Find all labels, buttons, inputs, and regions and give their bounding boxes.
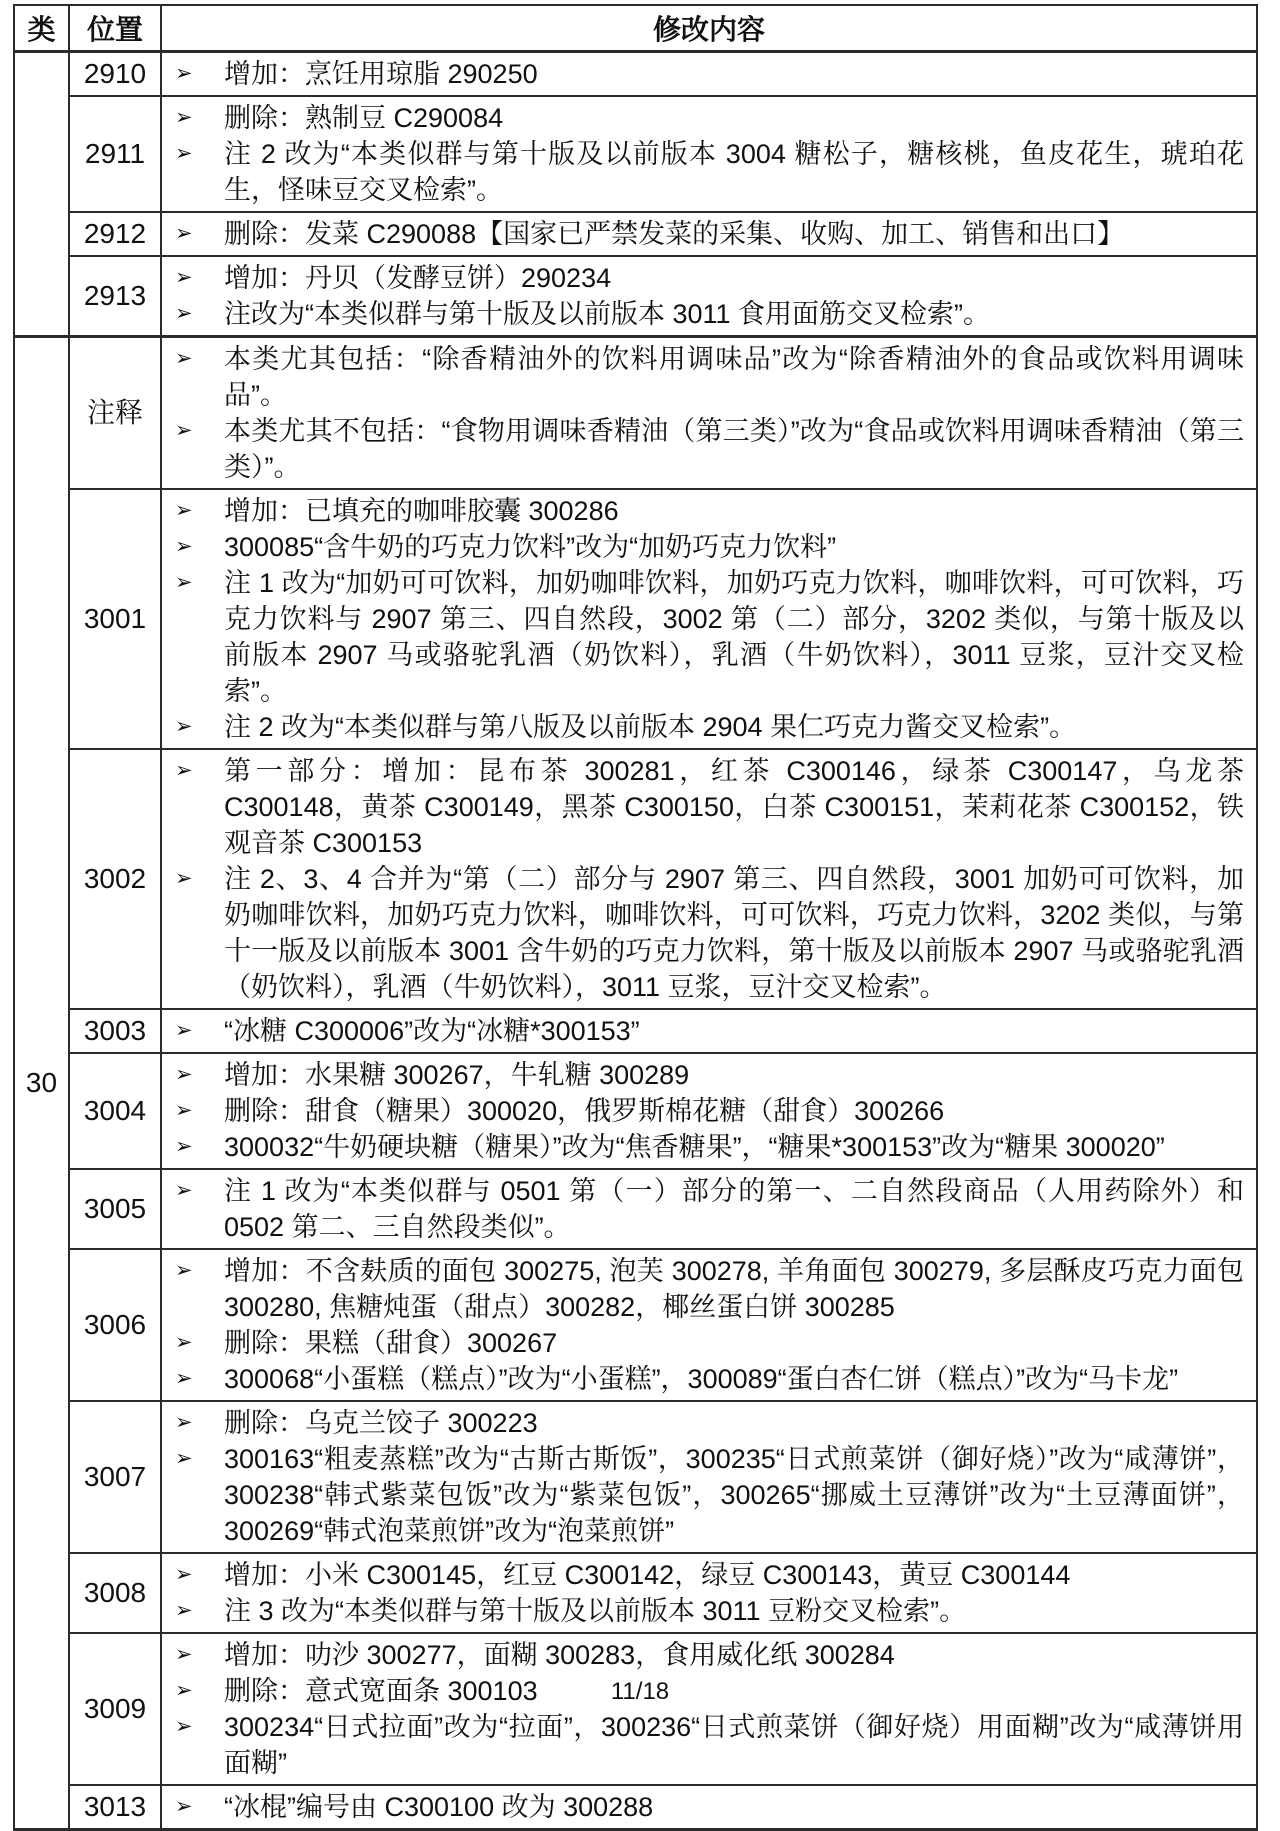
arrow-bullet-icon: ➢ — [175, 715, 193, 738]
modification-item — [162, 1173, 1244, 1245]
modification-cell — [161, 52, 1257, 97]
position-cell: 3013 — [69, 1785, 161, 1830]
position-cell: 3008 — [69, 1553, 161, 1633]
table-row — [14, 96, 1257, 212]
modification-item — [162, 1709, 1244, 1781]
modification-text: “冰棍”编号由 C300100 改为 300288 — [224, 1792, 654, 1822]
table-row — [14, 337, 1257, 490]
modification-text: 注 1 改为“本类似群与 0501 第（一）部分的第一、二自然段商品（人用药除外）和 0502 第二、三自然段类似”。 — [224, 1176, 1244, 1242]
modification-text: 第一部分：增加：昆布茶 300281，红茶 C300146，绿茶 C300147，乌龙茶 C300148，黄茶 C300149，黑茶 C300150，白茶 C300151，茉莉花茶 C300152，铁观音茶 C300153 — [224, 756, 1244, 858]
position-cell: 3004 — [69, 1053, 161, 1169]
class-cell — [14, 52, 69, 337]
modification-item — [162, 1057, 1244, 1093]
class-cell: 30 — [14, 337, 69, 1830]
modification-cell — [161, 1249, 1257, 1401]
table-row — [14, 1249, 1257, 1401]
arrow-bullet-icon: ➢ — [175, 535, 193, 558]
arrow-bullet-icon: ➢ — [175, 106, 193, 129]
arrow-bullet-icon: ➢ — [175, 1679, 193, 1702]
position-cell: 2913 — [69, 256, 161, 337]
modification-item — [162, 260, 1244, 296]
modification-item — [162, 753, 1244, 861]
modification-item — [162, 341, 1244, 413]
modification-text: 300163“粗麦蒸糕”改为“古斯古斯饭”，300235“日式煎菜饼（御好烧）”改为“咸薄饼”，300238“韩式紫菜包饭”改为“紫菜包饭”，300265“挪威土豆薄饼”改为“土豆薄面饼”，300269“韩式泡菜煎饼”改为“泡菜煎饼” — [224, 1444, 1244, 1546]
modification-item — [162, 1593, 1244, 1629]
modification-text: 注 3 改为“本类似群与第十版及以前版本 3011 豆粉交叉检索”。 — [224, 1596, 967, 1626]
modification-item — [162, 1637, 1244, 1673]
table-row — [14, 1633, 1257, 1785]
modification-text: 增加：不含麸质的面包 300275, 泡芙 300278, 羊角面包 300279, 多层酥皮巧克力面包 300280, 焦糖炖蛋（甜点）300282，椰丝蛋白饼 300285 — [224, 1256, 1244, 1322]
table-row — [14, 52, 1257, 97]
modification-item — [162, 709, 1244, 745]
arrow-bullet-icon: ➢ — [175, 1179, 193, 1202]
table-row — [14, 1401, 1257, 1553]
modification-table — [13, 4, 1258, 1831]
modification-item — [162, 1129, 1244, 1165]
arrow-bullet-icon: ➢ — [175, 1563, 193, 1586]
header-position: 位置 — [69, 5, 161, 52]
modification-cell — [161, 1553, 1257, 1633]
table-row — [14, 1053, 1257, 1169]
modification-text: 本类尤其不包括：“食物用调味香精油（第三类）”改为“食品或饮料用调味香精油（第三类）”。 — [224, 416, 1244, 482]
modification-item — [162, 861, 1244, 1005]
position-cell: 2910 — [69, 52, 161, 97]
arrow-bullet-icon: ➢ — [175, 571, 193, 594]
arrow-bullet-icon: ➢ — [175, 1795, 193, 1818]
position-cell: 注释 — [69, 337, 161, 490]
arrow-bullet-icon: ➢ — [175, 1019, 193, 1042]
modification-item — [162, 100, 1244, 136]
arrow-bullet-icon: ➢ — [175, 867, 193, 890]
modification-text: 删除：果糕（甜食）300267 — [224, 1328, 558, 1358]
arrow-bullet-icon: ➢ — [175, 1259, 193, 1282]
modification-text: 300085“含牛奶的巧克力饮料”改为“加奶巧克力饮料” — [224, 532, 837, 562]
modification-text: 本类尤其包括：“除香精油外的饮料用调味品”改为“除香精油外的食品或饮料用调味品”。 — [224, 344, 1244, 410]
position-cell: 3006 — [69, 1249, 161, 1401]
arrow-bullet-icon: ➢ — [175, 1135, 193, 1158]
arrow-bullet-icon: ➢ — [175, 1063, 193, 1086]
arrow-bullet-icon: ➢ — [175, 347, 193, 370]
arrow-bullet-icon: ➢ — [175, 1411, 193, 1434]
modification-text: 注 1 改为“加奶可可饮料，加奶咖啡饮料，加奶巧克力饮料，咖啡饮料，可可饮料，巧克力饮料与 2907 第三、四自然段，3002 第（二）部分，3202 类似，与第十版及以前版本 2907 马或骆驼乳酒（奶饮料），乳酒（牛奶饮料），3011 豆浆，豆汁交叉检索”。 — [224, 568, 1244, 706]
table-row — [14, 749, 1257, 1009]
arrow-bullet-icon: ➢ — [175, 1367, 193, 1390]
arrow-bullet-icon: ➢ — [175, 1599, 193, 1622]
modification-cell — [161, 1009, 1257, 1053]
position-cell: 3003 — [69, 1009, 161, 1053]
modification-item — [162, 1557, 1244, 1593]
modification-text: 删除：意式宽面条 300103 — [224, 1676, 538, 1706]
table-body — [14, 52, 1257, 1830]
modification-item — [162, 1325, 1244, 1361]
arrow-bullet-icon: ➢ — [175, 1643, 193, 1666]
modification-item — [162, 1253, 1244, 1325]
arrow-bullet-icon: ➢ — [175, 1099, 193, 1122]
header-content: 修改内容 — [161, 5, 1257, 52]
page-number: 11/18 — [610, 1678, 670, 1705]
modification-text: 300068“小蛋糕（糕点）”改为“小蛋糕”，300089“蛋白杏仁饼（糕点）”改为“马卡龙” — [224, 1364, 1179, 1394]
table-row — [14, 256, 1257, 337]
modification-item — [162, 1405, 1244, 1441]
position-cell: 2912 — [69, 212, 161, 256]
modification-text: 删除：发菜 C290088【国家已严禁发菜的采集、收购、加工、销售和出口】 — [224, 219, 1125, 249]
arrow-bullet-icon: ➢ — [175, 1715, 193, 1738]
arrow-bullet-icon: ➢ — [175, 1331, 193, 1354]
table-row — [14, 489, 1257, 749]
position-cell: 3001 — [69, 489, 161, 749]
table-row — [14, 1553, 1257, 1633]
table-row — [14, 212, 1257, 256]
modification-text: 注 2 改为“本类似群与第十版及以前版本 3004 糖松子，糖核桃，鱼皮花生，琥珀花生，怪味豆交叉检索”。 — [224, 139, 1244, 205]
arrow-bullet-icon: ➢ — [175, 419, 193, 442]
modification-item — [162, 296, 1244, 332]
modification-text: “冰糖 C300006”改为“冰糖*300153” — [224, 1016, 640, 1046]
modification-item — [162, 1441, 1244, 1549]
table-row — [14, 1169, 1257, 1249]
position-cell: 3005 — [69, 1169, 161, 1249]
arrow-bullet-icon: ➢ — [175, 302, 193, 325]
arrow-bullet-icon: ➢ — [175, 1447, 193, 1470]
modification-item — [162, 529, 1244, 565]
modification-cell — [161, 1785, 1257, 1830]
header-row — [14, 5, 1257, 52]
modification-cell — [161, 256, 1257, 337]
modification-text: 增加：叻沙 300277，面糊 300283，食用威化纸 300284 — [224, 1640, 895, 1670]
modification-item — [162, 136, 1244, 208]
modification-text: 增加：水果糖 300267，牛轧糖 300289 — [224, 1060, 690, 1090]
header-class: 类 — [14, 5, 69, 52]
modification-text: 300234“日式拉面”改为“拉面”，300236“日式煎菜饼（御好烧）用面糊”改为“咸薄饼用面糊” — [224, 1712, 1244, 1778]
arrow-bullet-icon: ➢ — [175, 142, 193, 165]
modification-cell — [161, 337, 1257, 490]
modification-text: 300032“牛奶硬块糖（糖果）”改为“焦香糖果”，“糖果*300153”改为“糖果 300020” — [224, 1132, 1165, 1162]
modification-item — [162, 413, 1244, 485]
modification-item — [162, 493, 1244, 529]
modification-item — [162, 1789, 1244, 1825]
modification-text: 注 2、3、4 合并为“第（二）部分与 2907 第三、四自然段，3001 加奶可可饮料，加奶咖啡饮料，加奶巧克力饮料，咖啡饮料，可可饮料，巧克力饮料，3202 类似，与第十一版及以前版本 3001 含牛奶的巧克力饮料，第十版及以前版本 2907 马或骆驼乳酒（奶饮料），乳酒（牛奶饮料），3011 豆浆，豆汁交叉检索”。 — [224, 864, 1244, 1002]
modification-text: 删除：熟制豆 C290084 — [224, 103, 504, 133]
position-cell: 2911 — [69, 96, 161, 212]
modification-item — [162, 56, 1244, 92]
arrow-bullet-icon: ➢ — [175, 759, 193, 782]
modification-item — [162, 1361, 1244, 1397]
position-cell: 3002 — [69, 749, 161, 1009]
modification-cell — [161, 489, 1257, 749]
position-cell: 3009 — [69, 1633, 161, 1785]
arrow-bullet-icon: ➢ — [175, 222, 193, 245]
modification-text: 删除：乌克兰饺子 300223 — [224, 1408, 538, 1438]
table-row — [14, 1785, 1257, 1830]
modification-cell — [161, 1401, 1257, 1553]
modification-cell — [161, 212, 1257, 256]
modification-item — [162, 1093, 1244, 1129]
arrow-bullet-icon: ➢ — [175, 499, 193, 522]
modification-text: 增加：小米 C300145，红豆 C300142，绿豆 C300143，黄豆 C300144 — [224, 1560, 1071, 1590]
modification-text: 增加：烹饪用琼脂 290250 — [224, 59, 538, 89]
modification-item — [162, 565, 1244, 709]
position-cell: 3007 — [69, 1401, 161, 1553]
modification-item — [162, 216, 1244, 252]
modification-text: 增加：已填充的咖啡胶囊 300286 — [224, 496, 619, 526]
modification-cell — [161, 1169, 1257, 1249]
modification-item — [162, 1013, 1244, 1049]
arrow-bullet-icon: ➢ — [175, 62, 193, 85]
arrow-bullet-icon: ➢ — [175, 266, 193, 289]
modification-cell — [161, 1633, 1257, 1785]
modification-cell — [161, 96, 1257, 212]
modification-text: 增加：丹贝（发酵豆饼）290234 — [224, 263, 612, 293]
modification-cell — [161, 1053, 1257, 1169]
modification-cell — [161, 749, 1257, 1009]
table-row — [14, 1009, 1257, 1053]
modification-text: 注改为“本类似群与第十版及以前版本 3011 食用面筋交叉检索”。 — [224, 299, 991, 329]
modification-text: 删除：甜食（糖果）300020，俄罗斯棉花糖（甜食）300266 — [224, 1096, 945, 1126]
modification-text: 注 2 改为“本类似群与第八版及以前版本 2904 果仁巧克力酱交叉检索”。 — [224, 712, 1077, 742]
